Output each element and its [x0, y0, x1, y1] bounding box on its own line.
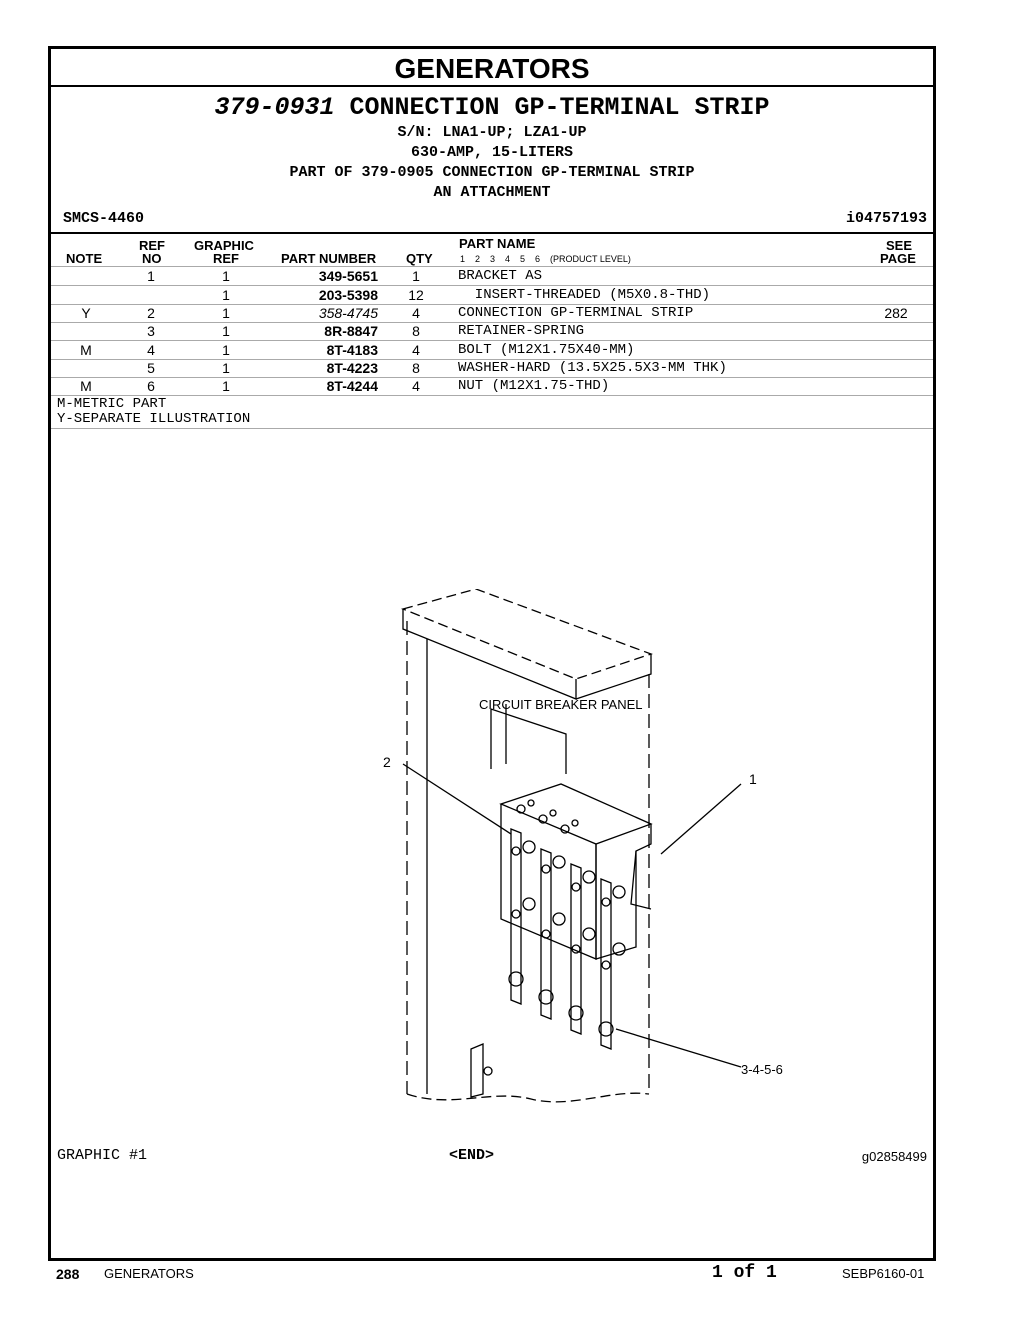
col-see-bottom: PAGE: [880, 251, 916, 266]
row-part-name: CONNECTION GP-TERMINAL STRIP: [458, 305, 694, 321]
row-see-page: 282: [884, 305, 908, 321]
serial-numbers: S/N: LNA1-UP; LZA1-UP: [397, 124, 587, 141]
bracket-front: [501, 804, 596, 959]
row-graphic-ref: 1: [222, 323, 230, 339]
catalog-page-frame: [48, 46, 936, 1261]
panel-top-face: [403, 589, 651, 679]
row-graphic-ref: 1: [222, 342, 230, 358]
page-number: 288: [56, 1266, 80, 1282]
page-of-count: 1 of 1: [712, 1263, 777, 1283]
col-graphic-bottom: REF: [213, 251, 239, 266]
row-part-number: 358-4745: [318, 305, 378, 321]
row-rule: [51, 395, 933, 396]
lower-clip: [471, 1044, 483, 1097]
row-note: M: [80, 378, 92, 394]
row-qty: 4: [412, 305, 420, 321]
row-part-name: NUT (M12X1.75-THD): [458, 378, 610, 394]
rating-line: 630-AMP, 15-LITERS: [410, 144, 574, 161]
col-part-number: PART NUMBER: [281, 251, 377, 266]
legend-rule: [51, 428, 933, 429]
table-row: [51, 359, 933, 377]
illustration-id: i04757193: [845, 210, 927, 227]
row-part-number: 203-5398: [318, 287, 378, 303]
footer-section: GENERATORS: [104, 1266, 194, 1281]
enclosure-bottom-break: [407, 1093, 649, 1102]
table-top-rule: [51, 232, 933, 234]
table-row: [51, 322, 933, 340]
graphic-label: GRAPHIC #1: [57, 1147, 148, 1164]
attachment-line: AN ATTACHMENT: [433, 184, 551, 201]
row-part-number: 8T-4223: [326, 360, 378, 376]
terminal-strip-illustration: [331, 589, 851, 1149]
row-part-name: WASHER-HARD (13.5X25.5X3-MM THK): [458, 360, 727, 376]
row-part-number: 349-5651: [318, 268, 378, 284]
row-part-number: 8R-8847: [324, 323, 378, 339]
table-row: [51, 341, 933, 359]
bracket-flange: [631, 851, 651, 909]
row-part-name: RETAINER-SPRING: [458, 323, 585, 339]
callout-3-4-5-6: 3-4-5-6: [741, 1062, 783, 1077]
col-part-name: PART NAME: [459, 236, 536, 251]
row-qty: 12: [408, 287, 424, 303]
col-qty: QTY: [406, 251, 433, 266]
col-product-levels: 1 2 3 4 5 6 (PRODUCT LEVEL): [460, 254, 631, 264]
graphic-id: g02858499: [861, 1149, 927, 1164]
row-note: Y: [81, 305, 91, 321]
table-row: [51, 304, 933, 322]
row-graphic-ref: 1: [222, 268, 230, 284]
title-part-name: CONNECTION GP-TERMINAL STRIP: [349, 93, 770, 122]
row-graphic-ref: 1: [222, 378, 230, 394]
panel-side-edge: [576, 654, 651, 699]
row-part-number: 8T-4183: [326, 342, 378, 358]
bracket-side: [596, 824, 651, 959]
section-header: GENERATORS: [51, 49, 933, 87]
row-part-number: 8T-4244: [326, 378, 378, 394]
row-qty: 8: [412, 323, 420, 339]
row-ref: 5: [147, 360, 155, 376]
panel-label: CIRCUIT BREAKER PANEL: [479, 697, 643, 712]
panel-opening: [491, 704, 566, 774]
row-part-name: BOLT (M12X1.75X40-MM): [458, 342, 635, 358]
row-qty: 4: [412, 342, 420, 358]
end-marker: <END>: [449, 1147, 495, 1164]
row-ref: 4: [147, 342, 155, 358]
col-note: NOTE: [66, 251, 103, 266]
page-title: [51, 93, 933, 122]
row-qty: 1: [412, 268, 420, 284]
row-ref: 3: [147, 323, 155, 339]
panel-front-edge: [403, 609, 576, 699]
row-part-name: INSERT-THREADED (M5X0.8-THD): [458, 287, 711, 303]
bracket-top: [501, 784, 651, 844]
title-part-number: 379-0931: [214, 93, 335, 122]
row-part-name: BRACKET AS: [458, 268, 543, 284]
legend-separate-illustration: Y-SEPARATE ILLUSTRATION: [57, 411, 251, 427]
document-number: SEBP6160-01: [842, 1266, 925, 1281]
callout-2: 2: [383, 754, 391, 770]
row-ref: 1: [147, 268, 155, 284]
leader-line-3: [616, 1029, 741, 1067]
smcs-code: SMCS-4460: [63, 210, 145, 227]
row-graphic-ref: 1: [222, 360, 230, 376]
col-ref-top: REF: [139, 238, 165, 253]
table-row: [51, 377, 933, 395]
row-graphic-ref: 1: [222, 287, 230, 303]
row-qty: 8: [412, 360, 420, 376]
table-row: [51, 267, 933, 285]
row-ref: 6: [147, 378, 155, 394]
col-see-top: SEE: [886, 238, 913, 253]
col-ref-bottom: NO: [142, 251, 162, 266]
col-graphic-top: GRAPHIC: [194, 238, 254, 253]
leader-line-2: [403, 764, 511, 834]
table-row: [51, 286, 933, 304]
row-note: M: [80, 342, 92, 358]
leader-line-1: [661, 784, 741, 854]
legend-metric: M-METRIC PART: [57, 396, 167, 412]
callout-1: 1: [749, 771, 757, 787]
row-ref: 2: [147, 305, 155, 321]
row-qty: 4: [412, 378, 420, 394]
row-graphic-ref: 1: [222, 305, 230, 321]
parent-part-line: PART OF 379-0905 CONNECTION GP-TERMINAL STRIP: [289, 164, 695, 181]
